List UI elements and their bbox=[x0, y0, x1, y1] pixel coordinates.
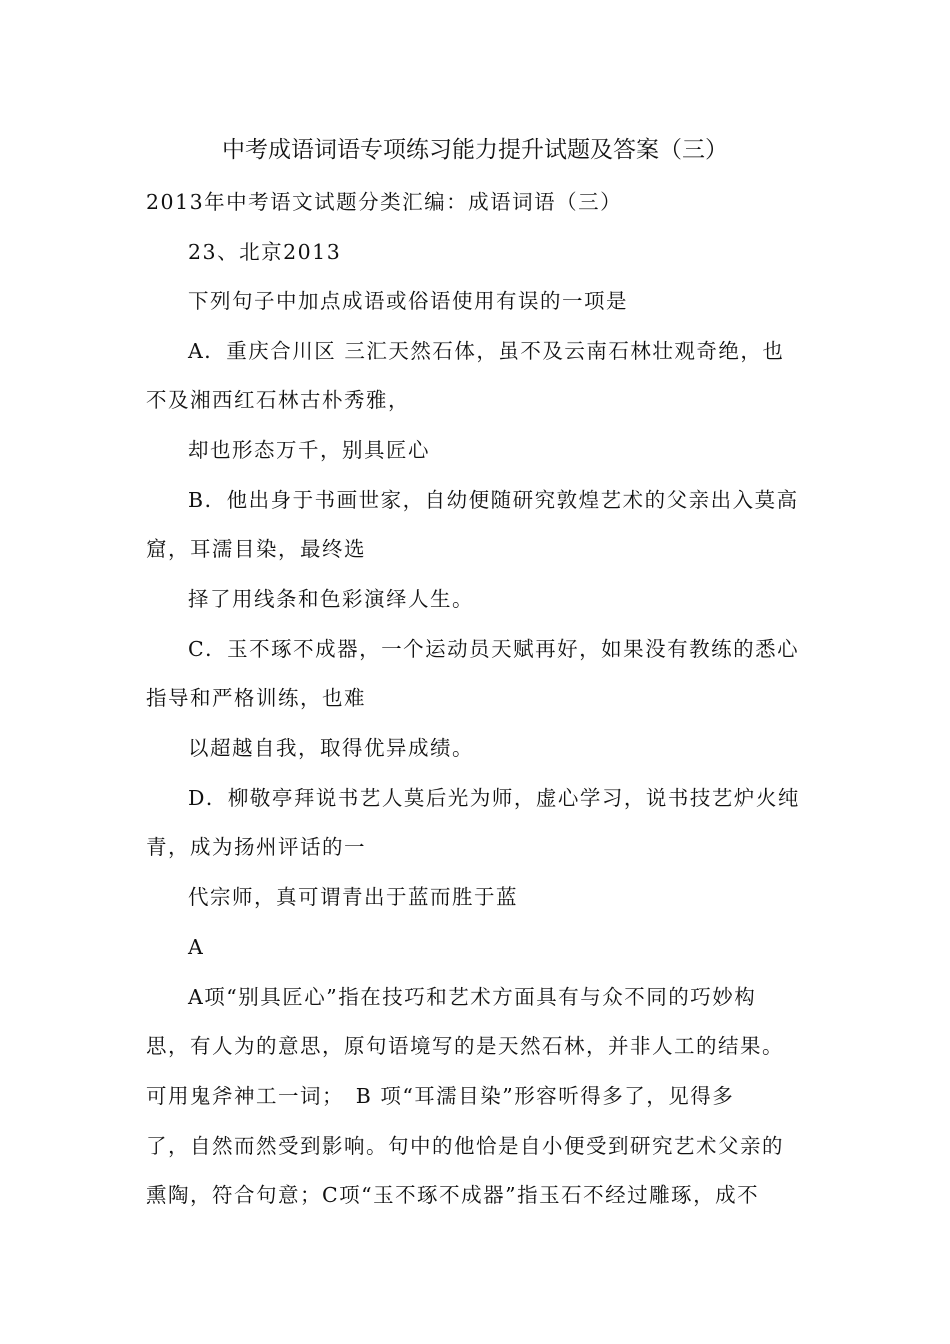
option-d-line-3: 代宗师，真可谓青出于蓝而胜于蓝 bbox=[188, 885, 518, 909]
option-c-line-3: 以超越自我，取得优异成绩。 bbox=[188, 736, 474, 760]
question-stem: 下列句子中加点成语或俗语使用有误的一项是 bbox=[188, 289, 628, 313]
explanation-line-2: 思，有人为的意思，原句语境写的是天然石林，并非人工的结果。 bbox=[146, 1034, 784, 1058]
explanation-line-3: 可用鬼斧神工一词； B 项“耳濡目染”形容听得多了，见得多 bbox=[146, 1084, 735, 1108]
option-b-line-1: B．他出身于书画世家，自幼便随研究敦煌艺术的父亲出入莫高 bbox=[188, 488, 799, 512]
option-b-line-2: 窟，耳濡目染，最终选 bbox=[146, 537, 366, 561]
question-number: 23、北京2013 bbox=[188, 240, 342, 264]
subtitle-line: 2013年中考语文试题分类汇编：成语词语（三） bbox=[146, 190, 623, 214]
answer-line: A bbox=[188, 935, 205, 959]
explanation-line-1: A项“别具匠心”指在技巧和艺术方面具有与众不同的巧妙构 bbox=[188, 985, 757, 1009]
option-d-line-2: 青，成为扬州评话的一 bbox=[146, 835, 366, 859]
option-a-line-2: 不及湘西红石林古朴秀雅， bbox=[146, 388, 410, 412]
option-d-line-1: D．柳敬亭拜说书艺人莫后光为师，虚心学习，说书技艺炉火纯 bbox=[188, 786, 800, 810]
option-a-line-1: A．重庆合川区 三汇天然石体，虽不及云南石林壮观奇绝，也 bbox=[188, 339, 785, 363]
option-c-line-2: 指导和严格训练，也难 bbox=[146, 686, 366, 710]
explanation-line-4: 了，自然而然受到影响。句中的他恰是自小便受到研究艺术父亲的 bbox=[146, 1134, 784, 1158]
option-a-line-3: 却也形态万千，别具匠心 bbox=[188, 438, 430, 462]
option-c-line-1: C．玉不琢不成器，一个运动员天赋再好，如果没有教练的悉心 bbox=[188, 637, 800, 661]
document-title: 中考成语词语专项练习能力提升试题及答案（三） bbox=[222, 137, 728, 163]
option-b-line-3: 择了用线条和色彩演绎人生。 bbox=[188, 587, 474, 611]
explanation-line-5: 熏陶，符合句意；C项“玉不琢不成器”指玉石不经过雕琢，成不 bbox=[146, 1183, 760, 1207]
